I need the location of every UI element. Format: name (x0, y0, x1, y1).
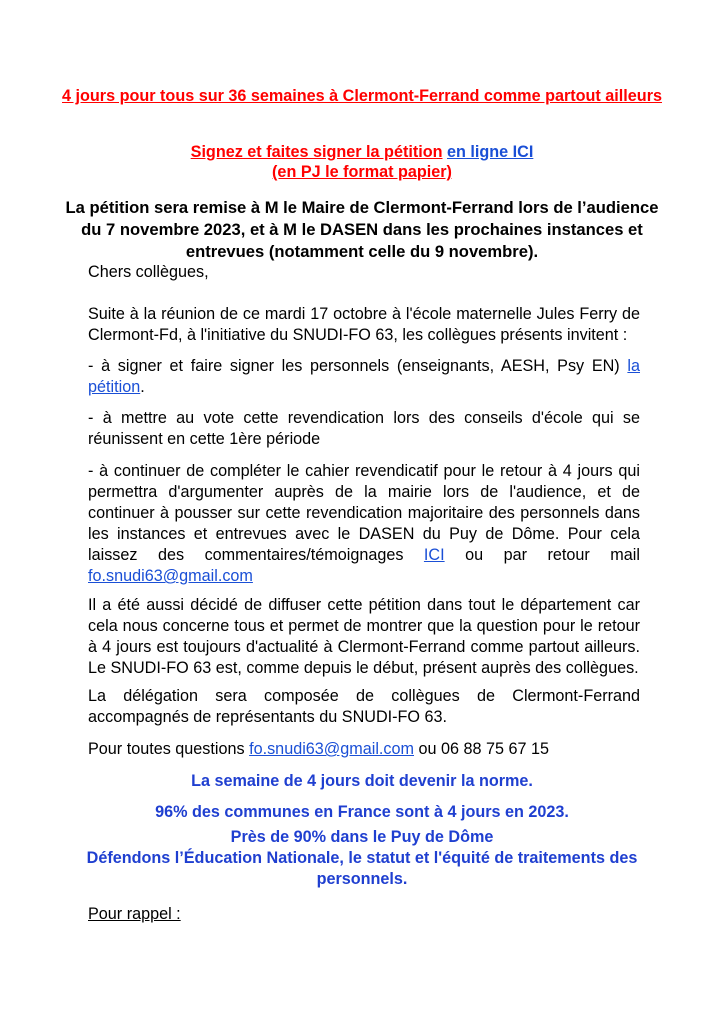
closing-text-2: 96% des communes en France sont à 4 jours en 2023. (155, 803, 569, 821)
questions-text: Pour toutes questions (88, 740, 245, 758)
intro-paragraph (88, 304, 640, 346)
contact-line (88, 739, 640, 760)
petition-call (60, 142, 664, 182)
closing-block (60, 827, 664, 890)
item1-end: . (140, 378, 145, 396)
reminder-heading (88, 904, 640, 925)
decision-text: Il a été aussi décidé de diffuser cette pétition dans tout le département car cela nous concerne tous et permet de montrer que la question pour le retour à 4 jours est toujours d'actualité à Clermont-Ferrand comme partout ailleurs. Le SNUDI-FO 63 est, comme depuis le début, présent auprès des collègues. (88, 596, 640, 677)
title-text: 4 jours pour tous sur 36 semaines à Clermont-Ferrand comme partout ailleurs (62, 87, 662, 105)
intro-text: Suite à la réunion de ce mardi 17 octobre à l'école maternelle Jules Ferry de Clermont-Fd, à l'initiative du SNUDI-FO 63, les collègues présents invitent : (88, 305, 640, 344)
phone-number: ou 06 88 75 67 15 (418, 740, 550, 758)
list-item (88, 356, 640, 398)
item3-text: - à continuer de compléter le cahier revendicatif pour le retour à 4 jours qui permettra d'argumenter auprès de la mairie lors de l'audience, et de continuer à pousser sur cette revendication majoritaire des personnels dans les instances et entrevues avec le DASEN du Puy de Dôme. Pour cela laissez des commentaires/témoignages (88, 462, 640, 564)
list-item (88, 461, 640, 587)
delegation-paragraph (88, 686, 640, 728)
closing-text-4: Défendons l’Éducation Nationale, le statut et l'équité de traitements des personnels. (86, 849, 638, 888)
closing-line-2 (60, 802, 664, 822)
email-link[interactable]: fo.snudi63@gmail.com (88, 567, 253, 585)
closing-line-1 (60, 771, 664, 791)
paper-format-note: (en PJ le format papier) (272, 163, 452, 181)
document-title (60, 86, 664, 106)
list-item (88, 408, 640, 450)
online-petition-link[interactable]: en ligne ICI (447, 143, 534, 161)
remise-text: La pétition sera remise à M le Maire de Clermont-Ferrand lors de l’audience du 7 novembre 2023, et à M le DASEN dans les prochaines instances et entrevues (notamment celle du 9 novembre). (65, 198, 659, 261)
sign-text: Signez et faites signer la pétition (190, 143, 443, 161)
petition-delivery-notice (60, 197, 664, 263)
petition-link[interactable]: la pétition (88, 357, 640, 396)
greeting (88, 262, 640, 283)
greeting-text: Chers collègues, (88, 263, 209, 281)
item1-text: - à signer et faire signer les personnels (enseignants, AESH, Psy EN) (88, 357, 620, 375)
contact-email-link[interactable]: fo.snudi63@gmail.com (249, 740, 414, 758)
delegation-text: La délégation sera composée de collègues de Clermont-Ferrand accompagnés de représentants du SNUDI-FO 63. (88, 687, 640, 726)
item2-text: - à mettre au vote cette revendication lors des conseils d'école qui se réunissent en cette 1ère période (88, 409, 640, 448)
testimonies-link[interactable]: ICI (423, 546, 445, 564)
closing-text-1: La semaine de 4 jours doit devenir la norme. (191, 772, 533, 790)
decision-paragraph (88, 595, 640, 679)
closing-text-3: Près de 90% dans le Puy de Dôme (230, 828, 494, 846)
reminder-text: Pour rappel : (88, 905, 181, 923)
item3-mid: ou par retour mail (465, 546, 640, 564)
